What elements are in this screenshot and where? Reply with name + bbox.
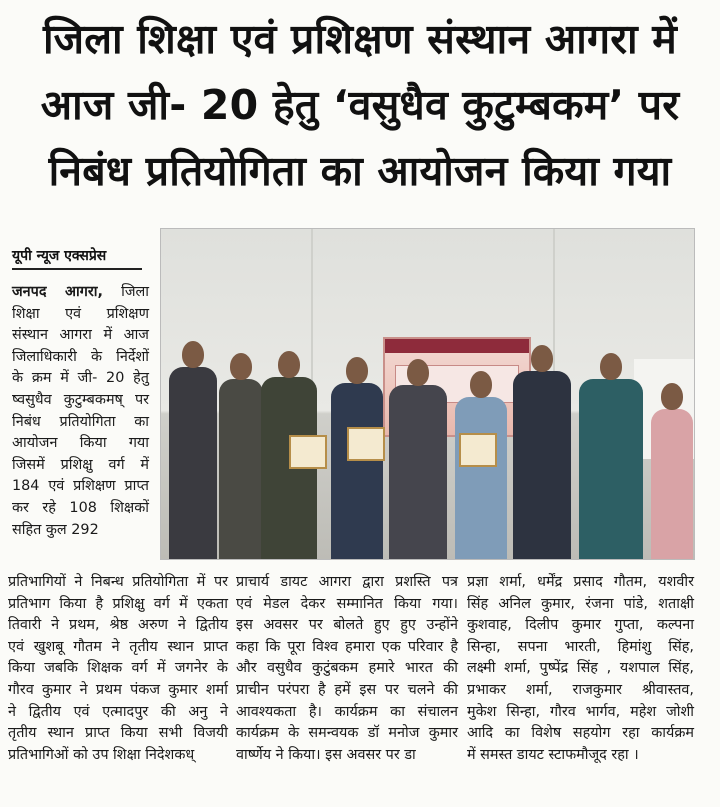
- headline: [0, 6, 720, 204]
- byline: यूपी न्यूज एक्सप्रेस: [12, 246, 142, 270]
- article-line: जिलाधिकारी के निर्देशों: [12, 348, 149, 365]
- person-head: [346, 357, 368, 384]
- article-column-3: [467, 572, 694, 766]
- article-line: मुकेश सिन्हा, गौरव भार्गव, महेश जोशी: [467, 703, 694, 720]
- person-figure: [219, 353, 263, 559]
- article-line: सहित कुल 292: [12, 521, 99, 538]
- article-line: प्रभाकर शर्मा, राजकुमार श्रीवास्तव,: [467, 681, 694, 698]
- article-line: ने द्वितीय एवं एत्मादपुर की अनु ने: [8, 703, 228, 720]
- article-line: प्रतिभाग किया है प्रशिक्षु वर्ग में एकता: [8, 595, 228, 612]
- person-body: [651, 409, 693, 559]
- article-line: प्रज्ञा शर्मा, धर्मेंद्र प्रसाद गौतम, यशवीर: [467, 574, 694, 590]
- article-column-1-bottom: [8, 572, 228, 766]
- article-line: और वसुधैव कुटुंबकम हमारे भारत की: [236, 660, 458, 677]
- article-line: सिन्हा, सपना भारती, हिमांशु सिंह,: [467, 638, 694, 655]
- article-text: जिला: [121, 284, 149, 300]
- article-line: आयोजन किया गया: [12, 435, 149, 452]
- person-head: [470, 371, 492, 398]
- article-line: [12, 282, 149, 304]
- person-body: [579, 379, 643, 559]
- person-figure: [579, 353, 643, 559]
- certificate: [289, 435, 327, 469]
- article-line: प्रतिभागियों ने निबन्ध प्रतियोगिता में पर: [8, 574, 228, 590]
- person-figure: [389, 359, 447, 559]
- article-line: कर रहे 108 शिक्षकों: [12, 499, 149, 516]
- banner-header: [385, 339, 529, 353]
- article-line: कुशवाह, दिलीप कुमार गुप्ता, कल्पना: [467, 617, 694, 634]
- person-figure: [513, 345, 571, 559]
- person-head: [407, 359, 429, 386]
- article-line: वार्ष्णेय ने किया। इस अवसर पर डा: [236, 746, 416, 763]
- article-line: गौरव कुमार ने प्रथम पंकज कुमार शर्मा: [8, 681, 228, 698]
- article-line: शिक्षा एवं प्रशिक्षण: [12, 305, 149, 322]
- article-line: तृतीय स्थान प्राप्त किया सभी विजयी: [8, 725, 228, 742]
- article-line: में समस्त डायट स्टाफमौजूद रहा ।: [467, 746, 639, 763]
- article-line: एवं मेडल देकर सम्मानित किया गया।: [236, 595, 458, 612]
- person-head: [230, 353, 252, 380]
- article-line: प्राचीन परंपरा है हमें इस पर चलने की: [236, 681, 458, 698]
- article-column-1-top: [12, 282, 149, 541]
- article-line: कहा कि पूरा विश्व हमारा एक परिवार है: [236, 638, 458, 655]
- headline-line: निबंध प्रतियोगिता का आयोजन किया गया: [48, 147, 672, 195]
- person-figure: [169, 341, 217, 559]
- person-head: [531, 345, 553, 372]
- article-line: इस अवसर पर बोलते हुए हुए उन्होंने: [236, 617, 458, 634]
- article-line: जिसमें प्रशिक्षु वर्ग में: [12, 456, 149, 473]
- headline-line: जिला शिक्षा एवं प्रशिक्षण संस्थान आगरा में: [42, 15, 678, 63]
- article-line: आवश्यकता है। कार्यक्रम का संचालन: [236, 703, 458, 720]
- article-line: के क्रम में जी- 20 हेतु: [12, 370, 149, 387]
- article-line: एवं खुशबू गौतम ने तृतीय स्थान प्राप्त: [8, 638, 228, 655]
- article-line: किया जबकि शिक्षक वर्ग में जगनेर के: [8, 660, 228, 677]
- article-line: प्राचार्य डायट आगरा द्वारा प्रशस्ति पत्र: [236, 574, 458, 590]
- person-body: [331, 383, 383, 559]
- headline-line: आज जी- 20 हेतु ‘वसुधैव कुटुम्बकम’ पर: [40, 81, 680, 129]
- article-line: तिवारी ने प्रथम, श्रेष्ठ अरुण ने द्वितीय: [8, 617, 228, 634]
- person-head: [182, 341, 204, 368]
- dateline: जनपद आगरा,: [12, 284, 103, 300]
- person-body: [219, 379, 263, 559]
- person-body: [169, 367, 217, 559]
- article-line: सिंह अनिल कुमार, रंजना पांडे, शताक्षी: [467, 595, 694, 612]
- article-column-2: [236, 572, 458, 766]
- person-head: [600, 353, 622, 380]
- article-line: ष्वसुधैव कुटुम्बकमष् पर: [12, 391, 149, 408]
- article-line: संस्थान आगरा में आज: [12, 327, 149, 344]
- article-line: प्रतिभागिओं को उप शिक्षा निदेशकध्: [8, 746, 195, 763]
- article-line: 184 एवं प्रशिक्षण प्राप्त: [12, 478, 149, 495]
- certificate: [347, 427, 385, 461]
- event-photo: [160, 228, 695, 560]
- certificate: [459, 433, 497, 467]
- article-line: निबंध प्रतियोगिता का: [12, 413, 149, 430]
- article-line: लक्ष्मी शर्मा, पुष्पेंद्र सिंह , यशपाल सिंह,: [467, 660, 694, 677]
- person-head: [661, 383, 683, 410]
- person-body: [455, 397, 507, 559]
- person-head: [278, 351, 300, 378]
- person-body: [389, 385, 447, 559]
- article-line: कार्यक्रम के समन्वयक डॉ मनोज कुमार: [236, 725, 458, 742]
- person-body: [513, 371, 571, 559]
- person-figure: [651, 383, 693, 559]
- article-line: आदि का विशेष सहयोग रहा कार्यक्रम: [467, 725, 694, 742]
